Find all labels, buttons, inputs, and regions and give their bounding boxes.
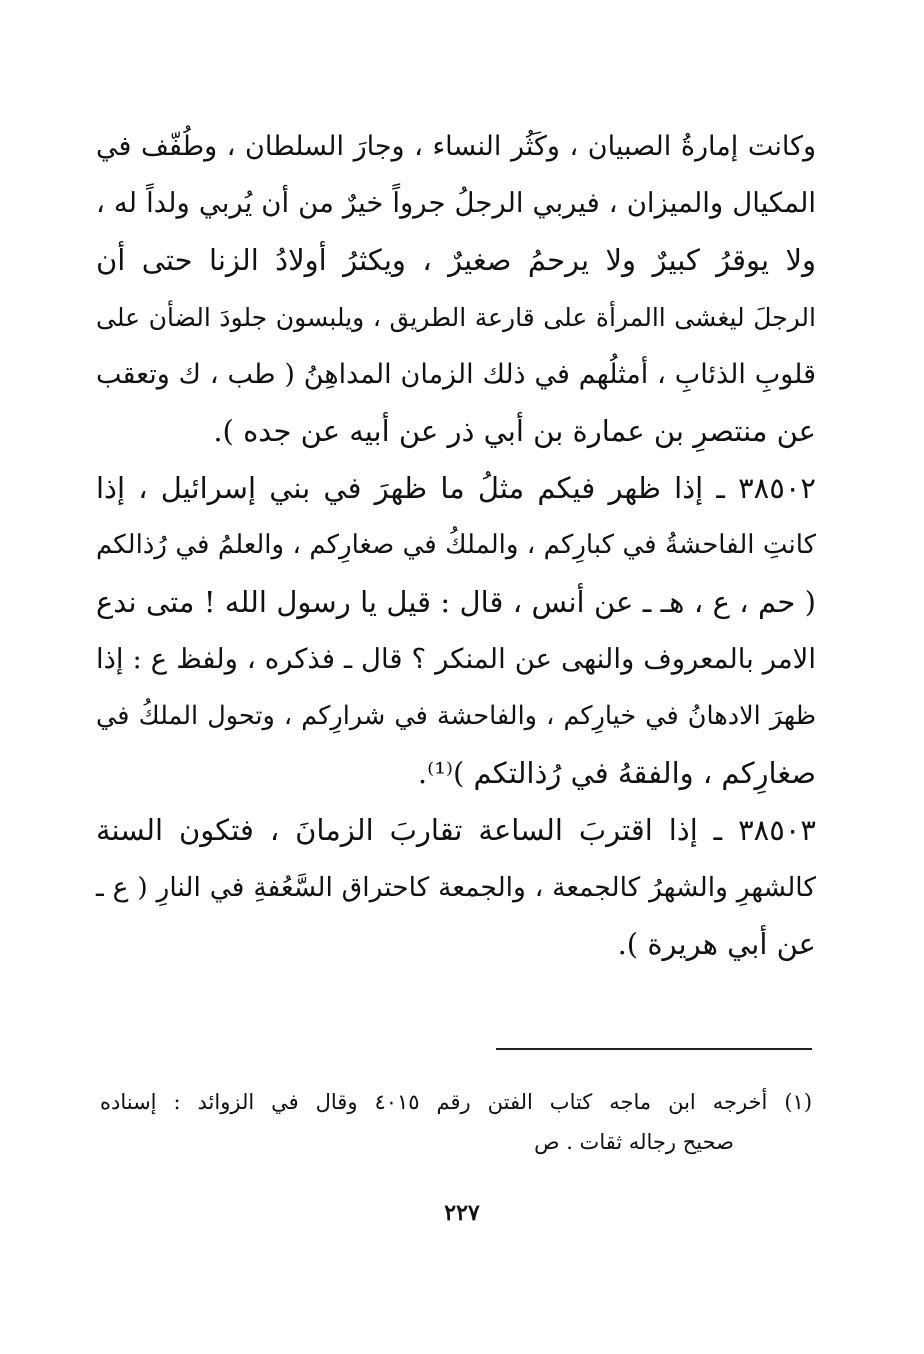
text-line-12: صغارِكم ، والفقهُ في رُذالتكم )⁽¹⁾. xyxy=(417,756,816,790)
text-line-10: الامر بالمعروف والنهى عن المنكر ؟ قال ـ فذكره ، ولفظ ع : إذا xyxy=(96,643,816,675)
text-line-8: كانتِ الفاحشةُ في كبارِكم ، والملكُ في صغارِكم ، والعلمُ في رُذالكم xyxy=(96,530,816,560)
footnote xyxy=(100,1082,812,1162)
page-number: ٢٢٧ xyxy=(444,1200,480,1226)
text-line-9: ( حم ، ع ، هـ ـ عن أنس ، قال : قيل يا رسول الله ! متى ندع xyxy=(96,585,816,619)
text-line-15: عن أبي هريرة ). xyxy=(617,927,816,961)
footnote-line-1: (١) أخرجه ابن ماجه كتاب الفتن رقم ٤٠١٥ وقال في الزوائد : إسناده xyxy=(100,1090,813,1114)
text-line-4: الرجلَ ليغشى االمرأة على قارعة الطريق ، ويلبسون جلودَ الضأن على xyxy=(96,303,816,332)
text-line-2: المكيال والميزان ، فيربي الرجلُ جرواً خيرٌ من أن يُربي ولداً له ، xyxy=(96,187,816,219)
text-line-1: وكانت إمارةُ الصبيان ، وكَثُر النساء ، وجارَ السلطان ، وطُفّف في xyxy=(96,131,816,162)
text-line-14: كالشهرِ والشهرُ كالجمعة ، والجمعة كاحتراق السَّعُفةِ في النارِ ( ع ـ xyxy=(96,872,816,903)
text-line-5: قلوبِ الذئابِ ، أمثلُهم في ذلك الزمان المداهِنُ ( طب ، ك وتعقب xyxy=(96,359,816,390)
text-line-11: ظهرَ الادهانُ في خيارِكم ، والفاحشة في شرارِكم ، وتحول الملكُ في xyxy=(96,701,816,731)
text-line-13: ٣٨٥٠٣ ـ إذا اقتربَ الساعة تقاربَ الزمانَ ، فتكون السنة xyxy=(96,813,816,847)
text-line-3: ولا يوقرُ كبيرٌ ولا يرحمُ صغيرٌ ، ويكثرُ أولادُ الزنا حتى أن xyxy=(96,243,816,277)
main-text xyxy=(96,118,816,973)
footnote-line-2: صحيح رجاله ثقات . ص xyxy=(534,1130,734,1154)
footnote-divider xyxy=(496,1048,812,1050)
text-line-7: ٣٨٥٠٢ ـ إذا ظهر فيكم مثلُ ما ظهرَ في بني إسرائيل ، إذا xyxy=(96,471,816,505)
text-line-6: عن منتصرِ بن عمارة بن أبي ذر عن أبيه عن جده ). xyxy=(213,414,816,448)
